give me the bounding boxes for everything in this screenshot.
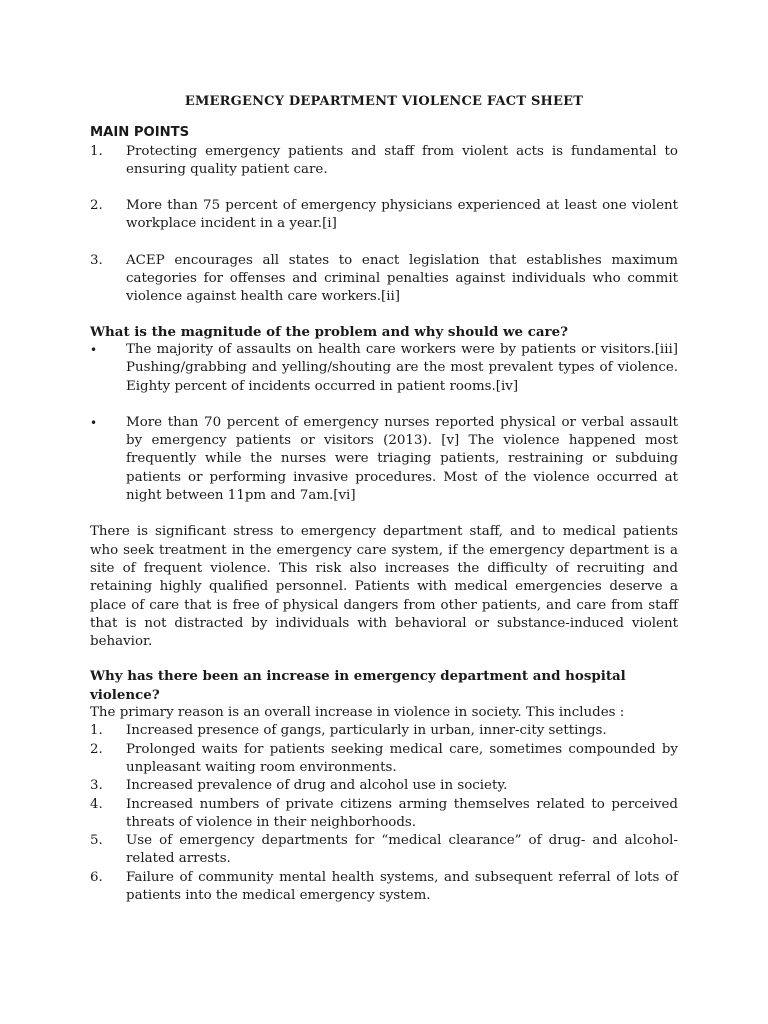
- reason-text: Failure of community mental health systems, and subsequent referral of lots of patients into the medical emergency system.: [126, 869, 678, 903]
- list-number: 3.: [90, 252, 103, 268]
- main-point-text: More than 75 percent of emergency physicians experienced at least one violent workplace incident in a year.[i]: [126, 198, 678, 232]
- magnitude-heading: What is the magnitude of the problem and why should we care?: [90, 323, 568, 340]
- list-number: 5.: [90, 833, 103, 849]
- reason-item: [90, 832, 678, 869]
- bullet-dot: •: [90, 415, 98, 430]
- bullet-dot: •: [90, 342, 98, 357]
- list-number: 3.: [90, 778, 103, 794]
- reason-text: Prolonged waits for patients seeking medical care, sometimes compounded by unpleasant waiting room environments.: [126, 741, 678, 775]
- increase-reasons-list: [90, 722, 678, 905]
- reason-item: [90, 722, 678, 740]
- list-number: 2.: [90, 198, 103, 214]
- reason-text: Increased numbers of private citizens arming themselves related to perceived threats of violence in their neighborhoods.: [126, 796, 678, 830]
- increase-heading: Why has there been an increase in emergency department and hospital violence?: [90, 668, 626, 703]
- reason-text: Use of emergency departments for “medical clearance” of drug- and alcohol-related arrests.: [126, 833, 678, 867]
- reason-text: Increased prevalence of drug and alcohol use in society.: [126, 778, 508, 794]
- main-points-heading: MAIN POINTS: [90, 125, 190, 141]
- main-points-list: [90, 143, 678, 307]
- reason-item: [90, 869, 678, 906]
- magnitude-bullet-item: [90, 341, 678, 396]
- fact-sheet-page: [90, 93, 678, 905]
- list-number: 6.: [90, 869, 103, 885]
- main-point-text: ACEP encourages all states to enact legislation that establishes maximum categories for offenses and criminal penalties against individuals who commit violence against health care workers.[ii]: [126, 252, 678, 305]
- magnitude-bullet-text: More than 70 percent of emergency nurses reported physical or verbal assault by emergency patients or visitors (2013). [v] The violence happened most frequently while the nurses were triaging patients, restraining or subduing patients or performing invasive procedures. Most of the violence occurred at night between 11pm and 7am.[vi]: [126, 414, 678, 504]
- list-number: 2.: [90, 741, 103, 757]
- reason-item: [90, 777, 678, 795]
- increase-intro: The primary reason is an overall increase in violence in society. This includes :: [90, 705, 625, 721]
- main-point-item: [90, 143, 678, 180]
- main-point-item: [90, 197, 678, 234]
- list-number: 4.: [90, 796, 103, 812]
- magnitude-paragraph: There is significant stress to emergency department staff, and to medical patients who seek treatment in the emergency care system, if the emergency department is a site of frequent violence. This risk also increases the difficulty of recruiting and retaining highly qualified personnel. Patients with medical emergencies deserve a place of care that is free of physical dangers from other patients, and care from staff that is not distracted by individuals with behavioral or substance-induced violent behavior.: [90, 524, 678, 650]
- document-title: EMERGENCY DEPARTMENT VIOLENCE FACT SHEET: [184, 94, 584, 109]
- magnitude-bullet-text: The majority of assaults on health care workers were by patients or visitors.[iii] Pushing/grabbing and yelling/shouting are the most prevalent types of violence. Eighty percent of incidents occurred in patient rooms.[iv]: [126, 341, 678, 394]
- magnitude-bullet-item: [90, 414, 678, 505]
- reason-item: [90, 796, 678, 833]
- reason-text: Increased presence of gangs, particularly in urban, inner-city settings.: [126, 723, 607, 739]
- main-point-text: Protecting emergency patients and staff from violent acts is fundamental to ensuring quality patient care.: [126, 143, 678, 177]
- magnitude-bullet-list: [90, 341, 678, 505]
- list-number: 1.: [90, 723, 103, 739]
- list-number: 1.: [90, 143, 103, 159]
- main-point-item: [90, 252, 678, 307]
- reason-item: [90, 741, 678, 778]
